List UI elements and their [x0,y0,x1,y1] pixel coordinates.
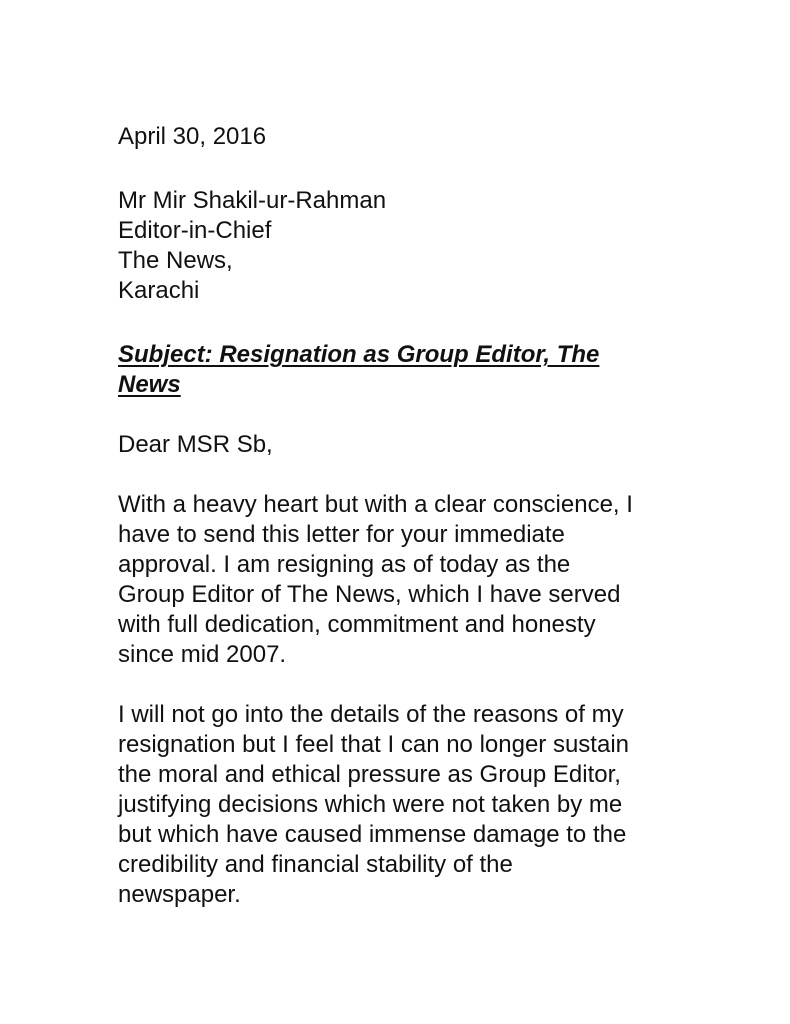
subject-line-2: News [118,371,181,398]
salutation: Dear MSR Sb, [118,431,273,458]
paragraph-1-line: with full dedication, commitment and honesty [118,611,596,638]
paragraph-1-line: approval. I am resigning as of today as the [118,551,571,578]
letter-body [118,122,678,910]
paragraph-2-line: justifying decisions which were not taken by me [118,791,623,818]
paragraph-1-line: have to send this letter for your immediate [118,521,565,548]
paragraph-2-line: newspaper. [118,881,241,908]
recipient-address [118,186,678,306]
recipient-title: Editor-in-Chief [118,217,272,244]
paragraph-2-line: the moral and ethical pressure as Group Editor, [118,761,621,788]
paragraph-1-line: Group Editor of The News, which I have served [118,581,621,608]
paragraph-1-line: since mid 2007. [118,641,287,668]
letter-date: April 30, 2016 [118,123,267,150]
paragraph-2 [118,700,688,910]
paragraph-2-line: resignation but I feel that I can no longer sustain [118,731,629,758]
paragraph-1 [118,490,688,670]
paragraph-1-line: With a heavy heart but with a clear conscience, I [118,491,633,518]
paragraph-2-line: credibility and financial stability of the [118,851,513,878]
recipient-name: Mr Mir Shakil-ur-Rahman [118,187,387,214]
recipient-organization: The News, [118,247,233,274]
recipient-city: Karachi [118,277,200,304]
paragraph-2-line: but which have caused immense damage to the [118,821,627,848]
paragraph-2-line: I will not go into the details of the reasons of my [118,701,624,728]
subject-line-1: Subject: Resignation as Group Editor, The [118,341,600,368]
subject-line [118,340,648,400]
